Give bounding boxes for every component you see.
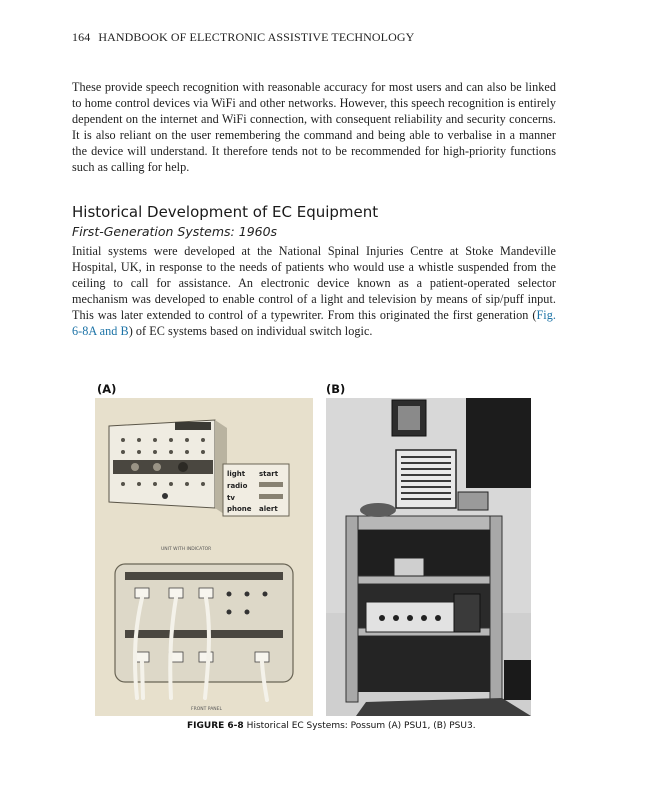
power-unit bbox=[454, 594, 480, 632]
indicator-word-radio: radio bbox=[227, 482, 248, 490]
running-title: HANDBOOK OF ELECTRONIC ASSISTIVE TECHNOLOGY bbox=[98, 30, 415, 44]
indicator-panel bbox=[223, 464, 289, 516]
paragraph-2-text-b: ) of EC systems based on individual switch logic. bbox=[128, 324, 373, 338]
front-panel bbox=[115, 564, 293, 700]
page-number: 164 bbox=[72, 30, 91, 44]
photo-possum-psu1 bbox=[95, 398, 313, 716]
telephone bbox=[360, 503, 396, 517]
unit-with-indicator bbox=[109, 420, 227, 516]
subheading: First-Generation Systems: 1960s bbox=[72, 224, 278, 239]
panel-a-label: (A) bbox=[97, 382, 117, 396]
indicator-word-phone: phone bbox=[227, 505, 252, 513]
figure-caption bbox=[187, 721, 476, 731]
section-heading: Historical Development of EC Equipment bbox=[72, 203, 379, 221]
paragraph-2-text-a: Initial systems were developed at the National Spinal Injuries Centre at Stoke Mandeville Hospital, UK, in response to the needs of patients who would use a whistle suspended from the ceiling to call for assistance. An electronic device known as a patient-operated selector mechanism was developed to enable control of a light and television by means of sip/puff input. This was later extended to control of a typewriter. From this originated the first generation ( bbox=[72, 244, 556, 322]
figure-caption-text: Historical EC Systems: Possum (A) PSU1, (B) PSU3. bbox=[246, 721, 476, 731]
photo-a-top-caption: UNIT WITH INDICATOR bbox=[161, 547, 212, 552]
indicator-board bbox=[396, 450, 456, 508]
body-paragraph-1: These provide speech recognition with reasonable accuracy for most users and can also be linked to home control devices via WiFi and other networks. However, this speech recognition is entirely dependent on the internet and WiFi connection, with consequent reliability and security concerns. It is also reliant on the user remembering the command and being able to verbalise in a manner the device will understand. It therefore tends not to be recommended for high-priority functions such as calling for help. bbox=[72, 80, 556, 174]
indicator-word-light: light bbox=[227, 470, 246, 478]
panel-b-label: (B) bbox=[326, 382, 346, 396]
figure-reference-link[interactable]: Fig. 6-8A and B bbox=[72, 308, 556, 338]
chair bbox=[504, 660, 531, 700]
figure-label: FIGURE 6-8 bbox=[187, 721, 244, 731]
photo-possum-psu3 bbox=[326, 398, 531, 716]
photo-a-bottom-caption: FRONT PANEL bbox=[191, 707, 223, 712]
body-paragraph-2 bbox=[72, 243, 556, 339]
running-head bbox=[72, 30, 414, 45]
radio-unit bbox=[394, 558, 424, 576]
indicator-word-start: start bbox=[259, 470, 279, 478]
dark-window bbox=[466, 398, 531, 488]
indicator-word-tv: tv bbox=[227, 494, 235, 502]
indicator-word-alert: alert bbox=[259, 505, 278, 513]
speaker-box bbox=[458, 492, 488, 510]
